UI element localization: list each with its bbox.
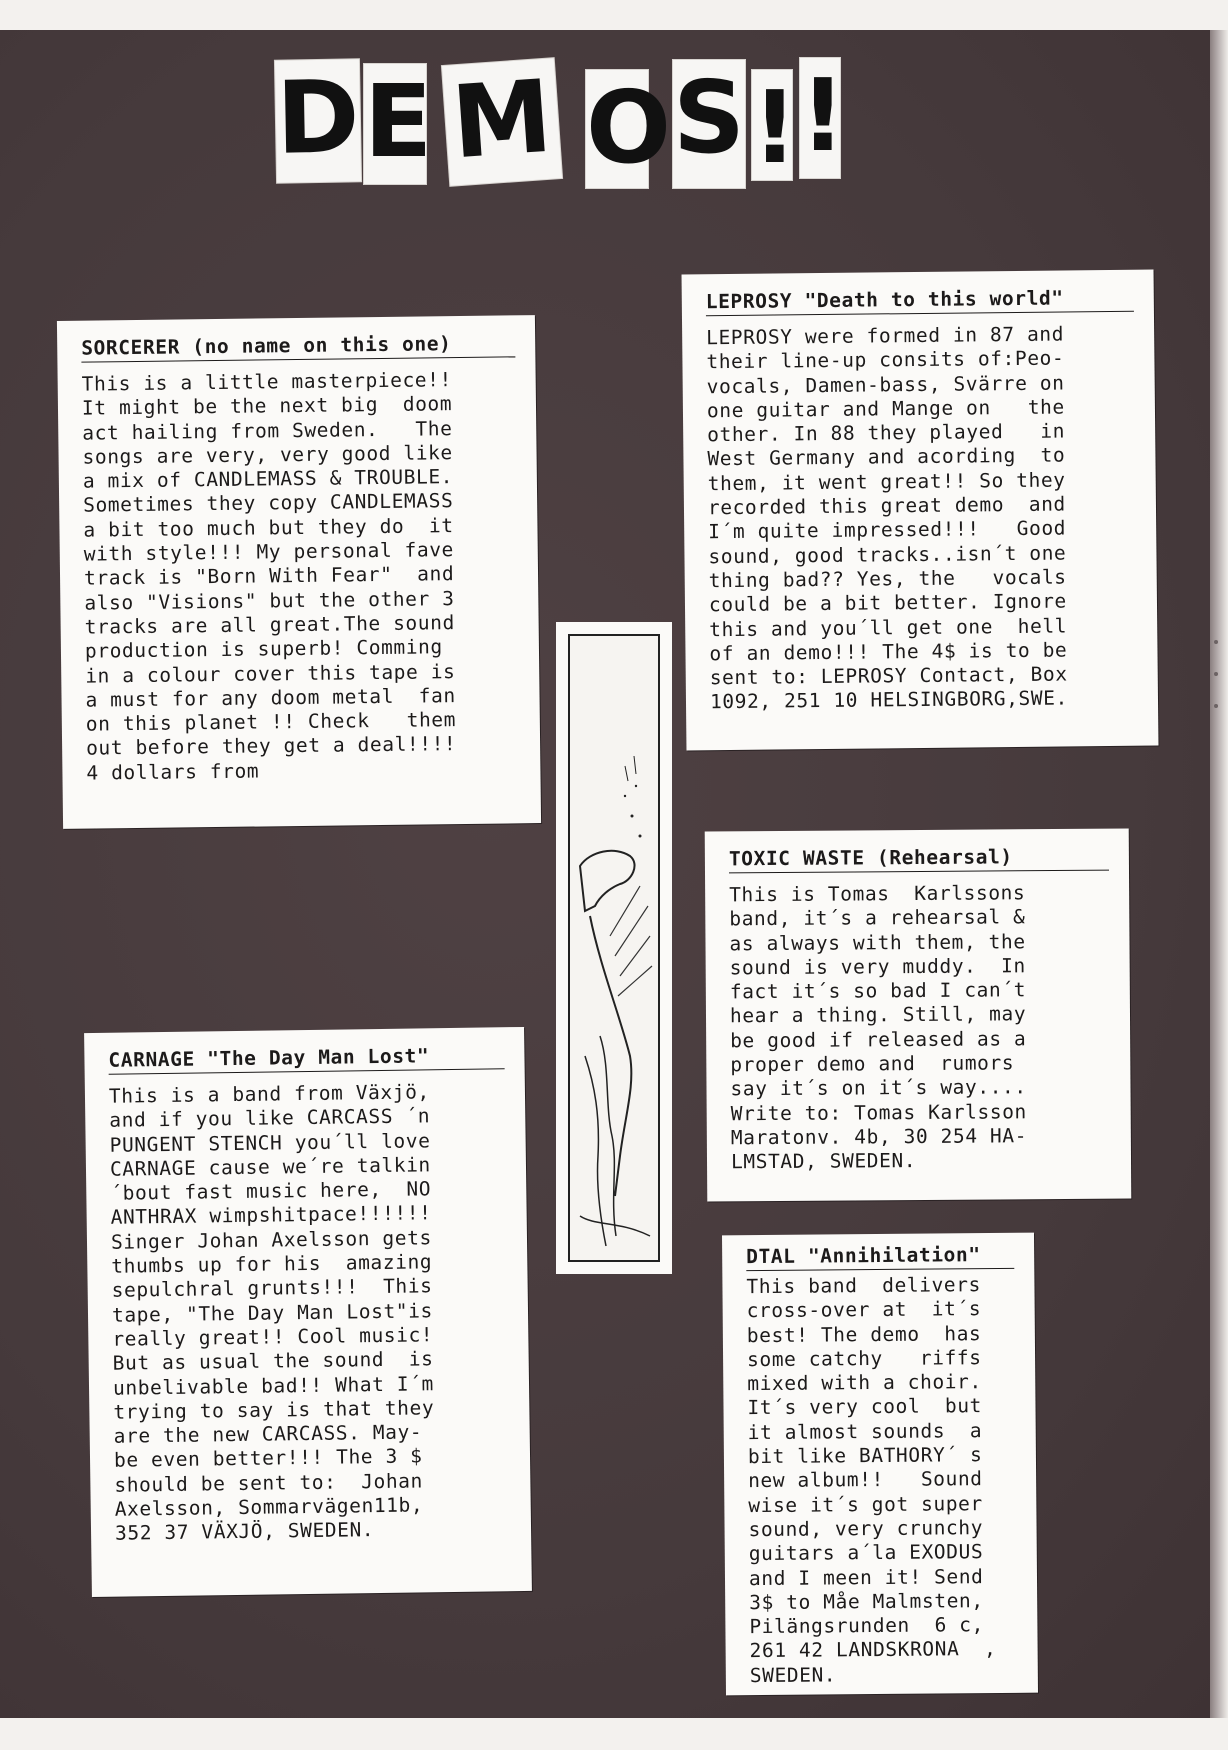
heading-letter-m: M: [442, 58, 562, 186]
review-sorcerer: [57, 315, 541, 829]
binder-holes: [1214, 640, 1220, 736]
page-edge: [1210, 30, 1228, 1718]
review-title: SORCERER (no name on this one): [81, 331, 515, 362]
review-toxic-waste: [705, 829, 1132, 1202]
heading-letter-s: S: [673, 60, 745, 188]
review-leprosy: [682, 270, 1159, 751]
review-carnage: [84, 1027, 532, 1597]
illustration-clipping: [556, 622, 672, 1274]
heading-letter-e: E: [364, 64, 426, 184]
hand-illustration: [568, 634, 660, 1262]
heading-letter-d: D: [275, 59, 361, 182]
review-body: This is a little masterpiece!! It might be the next big doom act hailing from Sweden. The songs are very, very good like a mix of CANDLEMASS & TROUBLE. Sometimes they copy CANDLEMASS a bit too much but they do it with style!!! My personal fave track is "Born With Fear" and also "Visions" but the other 3 tracks are all great.The sound production is superb! Comming in a colour cover this tape is a must for any doom metal fan on this planet !! Check them out before they get a deal!!!! 4 dollars from: [81, 368, 457, 785]
heading-letter-o: O: [586, 69, 672, 186]
review-title: LEPROSY "Death to this world": [706, 286, 1134, 316]
review-body: This is a band from Växjö, and if you like CARCASS ´n PUNGENT STENCH you´ll love CARNAGE cause we´re talkin ´bout fast music here, NO ANTHRAX wimpshitpace!!!!!! Singer Johan Axelsson gets thumbs up for his amazing sepulchral grunts!!! This tape, "The Day Man Lost"is really great!! Cool music! But as usual the sound is unbelivable bad!! What I´m trying to say is that they are the new CARCASS. May- be even better!!! The 3 $ should be sent to: Johan Axelsson, Sommarvägen11b, 352 37 VÄXJÖ, SWEDEN.: [108, 1080, 435, 1546]
review-body: LEPROSY were formed in 87 and their line-up consits of:Peo- vocals, Damen-bass, Svärre on one guitar and Mange on the other. In 88 they played in West Germany and acording to them, it went great!! So they recorded this great demo and I´m quite impressed!!! Good sound, good tracks..isn´t one thing bad?? Yes, the vocals could be a bit better. Ignore this and you´ll get one hell of an demo!!! The 4$ is to be sent to: LEPROSY Contact, Box 1092, 251 10 HELSINGBORG,SWE.: [706, 322, 1068, 714]
demos-heading: [0, 52, 1228, 192]
review-dtal: [722, 1233, 1038, 1696]
review-title: DTAL "Annihilation": [746, 1243, 1014, 1271]
heading-letter-exclaim-2: !: [800, 58, 840, 178]
heading-letter-exclaim-1: !: [752, 69, 798, 186]
review-title: TOXIC WASTE (Rehearsal): [729, 845, 1109, 874]
review-body: This is Tomas Karlssons band, it´s a rehearsal & as always with them, the sound is very muddy. In fact it´s so bad I can´t hear a thing. Still, may be good if released as a proper demo and rumors say it´s on it´s way.... Write to: Tomas Karlsson Maratonv. 4b, 30 254 HA- LMSTAD, SWEDEN.: [729, 881, 1028, 1174]
review-body: This band delivers cross-over at it´s best! The demo has some catchy riffs mixed with a choir. It´s very cool but it almost sounds a bit like BATHORY´ s new album!! Sound wise it´s got super sound, very crunchy guitars a´la EXODUS and I meen it! Send 3$ to Måe Malmsten, Pilängsrunden 6 c, 261 42 LANDSKRONA , SWEDEN.: [746, 1273, 997, 1687]
review-title: CARNAGE "The Day Man Lost": [108, 1043, 504, 1075]
